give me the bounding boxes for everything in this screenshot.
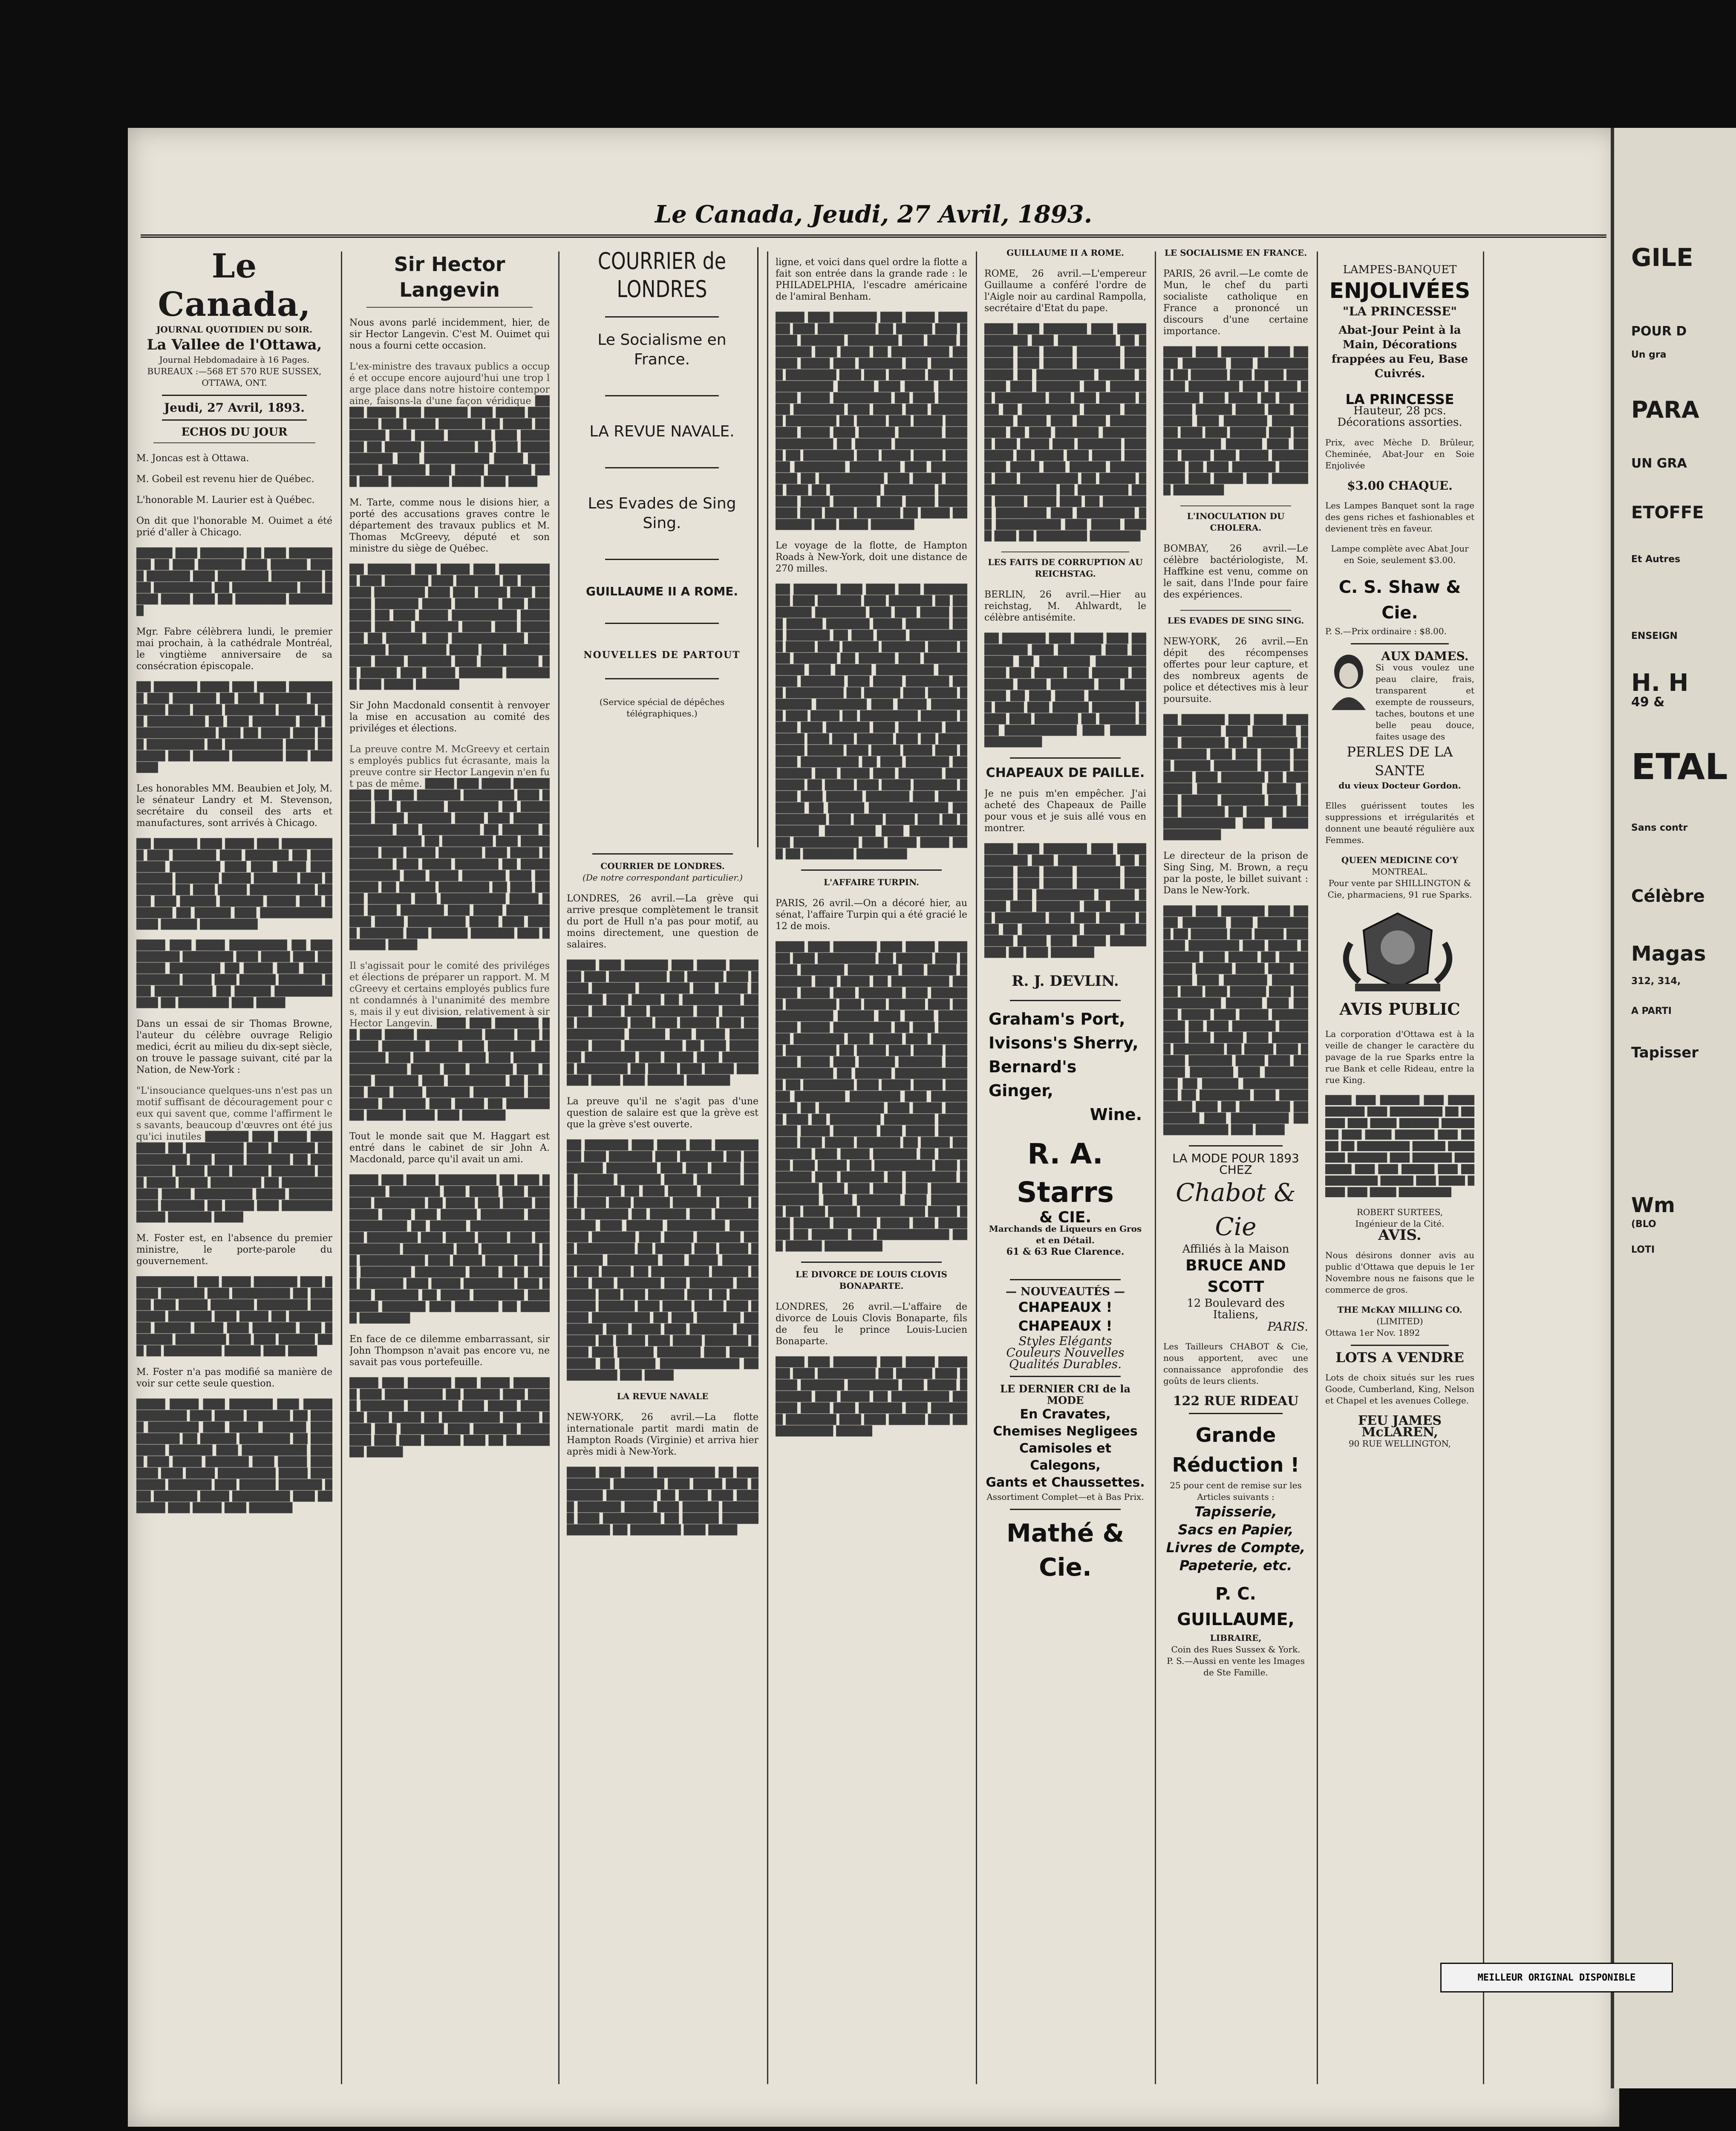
chapeaux-ad-line: Qualités Durables. — [1009, 1357, 1122, 1371]
article-paragraph: Je ne puis m'en empêcher. J'ai acheté des Chapeaux de Paille pour vous et je suis allé vous en montrer. — [984, 788, 1146, 834]
divider — [801, 869, 942, 871]
paris-line: PARIS. — [1267, 1320, 1308, 1334]
chapeaux-ad-line: Styles Elégants — [1018, 1334, 1112, 1348]
wellington-line: 90 RUE WELLINGTON, — [1348, 1438, 1451, 1449]
reduction-item: Tapisserie, — [1194, 1504, 1277, 1520]
subhead: (Service spécial de dépêches télégraphiques.) — [599, 697, 725, 719]
illegible-text: ████ ███ ██████ ███ ████ ██████ ███ ████████ ██ █████ ███ ████ ██████ ███████ ███ ████ ██████ ███ ████ ██ ████████ █████ ████ ███ ██████ ███ ██████ ███████ ███ ███ █████ ███ ██ ████████ █████ ███ ████ ████ ███ ████ ████████ — [1325, 1095, 1474, 1197]
illegible-text: ████ ███ ██████ ███ ████ ██████ ███ ████████ ██ █████ ███ ████ ██████ ███████ ███ ████ ██████ ███ ████ ██ ████████ █████ ████ ███ ██████ ███ ██████ ███████ ███ ███ █████ ███ ██ ████████ █████ ███ ████ ████ ███ ████ ████████ ██ ███ ██████ — [984, 844, 1146, 958]
section-heading: ECHOS DU JOUR — [181, 426, 288, 439]
subhead: L'INOCULATION DU CHOLERA. — [1187, 511, 1285, 533]
adjacent-page-fragment: H. H — [1631, 669, 1689, 697]
divider — [1010, 1509, 1121, 1510]
archive-stamp: MEILLEUR ORIGINAL DISPONIBLE — [1440, 1963, 1673, 1992]
column-news-6 — [1163, 247, 1308, 2093]
article-paragraph: BERLIN, 26 avril.—Hier au reichstag, M. Ahlwardt, le célèbre antisémite. — [984, 589, 1146, 623]
column-rule — [1317, 251, 1318, 2084]
starrs-ad-desc: Marchands de Liqueurs en Gros et en Détail. — [989, 1224, 1142, 1245]
princesse-heading: LA PRINCESSE — [1345, 391, 1454, 407]
adjacent-page-fragment: ENSEIGN — [1631, 631, 1678, 641]
column-masthead — [136, 247, 332, 2093]
lampes-text: Les Lampes Banquet sont la rage des gens riches et fashionables et devienent très en faveur. — [1325, 500, 1474, 534]
issue-date: Jeudi, 27 Avril, 1893. — [164, 401, 305, 415]
masthead-subtitle: JOURNAL QUOTIDIEN DU SOIR. — [156, 324, 313, 335]
masthead-weekly: Journal Hebdomadaire à 16 Pages. — [159, 355, 310, 365]
divider — [1189, 1413, 1283, 1414]
mckay-limited: (LIMITED) — [1376, 1316, 1423, 1326]
price-line: $3.00 CHAQUE. — [1347, 479, 1453, 493]
divider — [1351, 1345, 1449, 1346]
illegible-text: ██ ██████ ████ ███ ████ ███████ ███ ██████ ██ ███ ██████ ███████ ███ ████ ███████ █████ ███ ████████ ██ ███ ██████ ███ ████████████ ███ ██ ████ ███ ███ ████████ ██ ████████ ████ ██████ ███ █████ ███████ ███ ██████ — [136, 682, 332, 773]
subhead: (De notre correspondant particulier.) — [583, 872, 743, 883]
assortiment-note: Assortiment Complet—et à Bas Prix. — [986, 1492, 1144, 1502]
illegible-text: ████ ███ ██████ ███ ████ ██████ ███ ████████ ██ █████ ███ ████ ██████ ███████ ███ ████ ██████ ███ ████ ██ ████████ █████ ████ ███ ██████ ███ ██████ ███████ ███ ███ █████ ███ ██ ████████ █████ — [776, 1357, 967, 1437]
princesse-quote: "LA PRINCESSE" — [1342, 304, 1457, 318]
boulevard-line: 12 Boulevard des Italiens, — [1187, 1297, 1285, 1321]
article-title: COURRIER de LONDRES — [598, 248, 726, 303]
ps-line: P. S.—Prix ordinaire : $8.00. — [1325, 626, 1447, 636]
gordon-line: du vieux Docteur Gordon. — [1338, 780, 1461, 791]
bruce-scott: BRUCE AND SCOTT — [1185, 1257, 1286, 1296]
coin-line: Coin des Rues Sussex & York. — [1171, 1644, 1301, 1655]
adjacent-page-fragment: Magas — [1631, 942, 1706, 966]
adjacent-page-fragment: A PARTI — [1631, 1006, 1672, 1016]
adjacent-page-fragment: ETAL — [1631, 746, 1728, 788]
devlin-signature: R. J. DEVLIN. — [1012, 973, 1119, 990]
lampes-heading: LAMPES-BANQUET — [1343, 263, 1457, 276]
illegible-text: ████ ███ ██████ ███ ████ ██████ ███ ████████ ██ █████ ███ ████ ██████ ███████ ███ ████ ██████ ███ ████ ██ ████████ █████ ████ ███ ██████ ███ ██████ ███████ ███ ███ █████ ███ ██ ████████ █████ ███ ████ ████ ███ ████ ████████ ██ ███ ██████ ███████ ███ ████ ███ ██████ ███████ ██ ████ ███ ████ ██████ ████ ███ █████ ██████ ███ ████████ ██ █████ ███████████ ██ ███████ ███ ████ ████ ███ ██ ███████ ███████ ███ ████████ ██ █████████ ███ ████ ████ ███ ██ ███████ ███████ — [984, 324, 1146, 542]
masthead-bureaux: BUREAUX :—568 ET 570 RUE SUSSEX, — [147, 366, 322, 376]
news-item: M. Foster n'a pas modifié sa manière de voir sur cette seule question. — [136, 1367, 332, 1389]
subhead: Les Evades de Sing Sing. — [588, 495, 736, 532]
reduction-item: Livres de Compte, — [1166, 1539, 1306, 1556]
rideau-address: 122 RUE RIDEAU — [1173, 1394, 1299, 1409]
subhead: LE SOCIALISME EN FRANCE. — [1164, 248, 1307, 258]
news-item: Les honorables MM. Beaubien et Joly, M. le sénateur Landry et M. Stevenson, secrétaire du conseil des arts et manufactures, sont arrivés à Chicago. — [136, 783, 332, 829]
wine-ad-line: Graham's Port, — [989, 1010, 1125, 1028]
divider — [1180, 505, 1291, 506]
column-langevin — [349, 247, 550, 2093]
adjacent-page-fragment: GILE — [1631, 243, 1693, 272]
avis-public-heading: AVIS PUBLIC — [1339, 999, 1460, 1019]
signature-line: ROBERT SURTEES, — [1356, 1207, 1443, 1217]
divider — [162, 419, 307, 421]
illegible-text: Il s'agissait pour le comité des priviléges et élections de préparer un rapport. M. McGreevy et certains employés publics furent condamnés à l'unanimité des membres, mais il y eut division, relativement à sir Hector Langevin. ████ ███ ██████ ██ ███ ████ █████████ ████ ███ █████ ██████ ████ ███ ██████ ██ █████ ███ ██████████ ███ █████ ████████ ████ ███ ██████ ███ ████ ██████ ███ ████████ ██ █████ ███ ████ ██████ ███████ ███ ████ ██████ ███ ████ ██ ████████ █████ ████ ███ ██████ — [349, 961, 550, 1121]
adjacent-page-fragment: Célèbre — [1631, 886, 1705, 906]
tailleurs-text: Les Tailleurs CHABOT & Cie, nous apportent, avec une connaissance approfondie des goûts de leurs clients. — [1163, 1341, 1308, 1386]
lots-text: Lots de choix situés sur les rues Goode, Cumberland, King, Nelson et Chapel et les avenues College. — [1325, 1372, 1474, 1406]
subhead: L'AFFAIRE TURPIN. — [824, 877, 919, 887]
illegible-text: ████ ███ ████ ████████ ██ ███ ██████ ███████ ███ ████ ███ ██████ ███████ ██ ████ ███ ████ ██████ ████ ███ █████ ██████ ███ ████████ ██ █████ ███████████ ██ ███████ ███ ████ ████ ███ ██ ███████ ███████ ███ ████████ ██ █████████ ███ ████ ████ ███ ██ ███████ ███████ ████ ███ ████ ██████ ███ ████ ███████ ███ ████ ██████ ██ ████ ███████ ███ ████ ██████ ███ ██████ ██ █████ ███████ — [349, 1175, 550, 1324]
dernier-cri-line: Camisoles et Calegons, — [1019, 1441, 1111, 1473]
reduction-note: 25 pour cent de remise sur les Articles suivants : — [1170, 1480, 1302, 1502]
adjacent-page-fragment: PARA — [1631, 396, 1699, 423]
mckay-name: THE McKAY MILLING CO. — [1337, 1305, 1462, 1315]
masthead-title: Le Canada, — [158, 247, 311, 324]
avis-text: Nous désirons donner avis au public d'Ottawa que depuis le 1er Novembre nous ne faisons que le commerce de gros. — [1325, 1250, 1474, 1295]
article-paragraph: Sir John Macdonald consentit à renvoyer la mise en accusation au comité des priviléges et élections. — [349, 700, 550, 734]
libraire-line: LIBRAIRE, — [1210, 1633, 1262, 1643]
mathe-ad-title: Mathé & Cie. — [1006, 1519, 1124, 1582]
avis-heading: AVIS. — [1378, 1227, 1422, 1244]
guillaume-name: P. C. GUILLAUME, — [1177, 1584, 1295, 1629]
column-courrier — [567, 247, 758, 2093]
adjacent-page-fragment: (BLO — [1631, 1219, 1656, 1230]
wine-ad-line: Wine. — [1090, 1105, 1142, 1124]
chapeaux-ad-line: Couleurs Nouvelles — [1006, 1346, 1125, 1360]
divider — [366, 307, 533, 308]
illegible-text: ██ ██████ ███ ████ ███ ████████ ███ ██████ ███ ██████ ██ ███████ ███████ ███ ███ ████ ███ █████ ██████ ████ ██████ ███ ██████ ██ ███ ████ █████████ ████ ███ █████ ██████ ████ ███ ██████ ██ █████ ███ ██████████ ███ █████ ████████ — [1163, 715, 1308, 840]
divider — [1010, 1000, 1121, 1001]
adjacent-page-fragment: Tapisser — [1631, 1044, 1699, 1061]
dernier-cri-line: Gants et Chaussettes. — [986, 1475, 1145, 1490]
illegible-text: L'ex-ministre des travaux publics a occupé et occupe encore aujourd'hui une trop large place dans notre histoire contemporaine, faisons-la d'une façon véridique ████ ████ ███ ██████ ███ ████ ███████ ███ ████ ██████ ██ ████ ███████ ███ ████ ██████ ███ ██████ ██ █████ ███████ ██ ███ ████ ██████ ███ █████████ ████ ███ ████ ██████ ███ ████ ██████ ███ ████ ████████ ████ ███ ████ — [349, 361, 550, 487]
article-paragraph: Tout le monde sait que M. Haggart est entré dans le cabinet de sir John A. Macdonald, parce qu'il avait un ami. — [349, 1131, 550, 1165]
divider — [1180, 610, 1291, 611]
queen-name: QUEEN MEDICINE CO'Y — [1341, 855, 1459, 865]
illegible-text: ██ ██████ ███ ████ ███ ████████ ███ ██████ ███ ██████ ██ ███████ ███████ ███ ███ ████ ███ █████ ██████ ████ ██████ ███ ██████ ██ ███ ████ █████████ ████ ███ █████ ██████ ████ ███ ██████ ██ █████ ███ ██████████ ███ █████ ████████ — [984, 633, 1146, 748]
article-paragraph: LONDRES, 26 avril.—La grève qui arrive presque complètement le transit du port de Hull n'a pas pour motif, au moins directement, une question de salaires. — [567, 893, 758, 950]
illegible-text: ██ ██████ ███ ████ ███ ████████ ███ ██████ ███ ██████ ██ ███████ ███████ ███ ███ ████ ███ █████ ██████ ████ ██████ ███ ██████ ██ ███ ████ █████████ ████ ███ █████ ██████ ████ ███ ██████ ██ █████ ███ ██████████ ███ █████ ████████ — [136, 839, 332, 930]
illegible-text: ████████ ███ ████ ██████ ███ ████ ██████ ███ ████████ ██ █████ ███ ████ ██████ ███████ ███ ████ ██████ ███ ████ ██ ████████ █████ ████ ███ ██████ ███ ██████ ███████ ███ ███ █████ ███ ██ ████████ █████ ███ ████ — [136, 1277, 332, 1357]
illegible-text: ██ ██████ ███ ████ ███ ████████ ███ ██████ ███ ██████ ██ ███████ ███████ ███ ███ ████ ███ █████ ██████ ████ ██████ ███ ██████ ██ ███ ████ █████████ ████ ███ █████ ██████ ████ ███ ██████ ██ █████ ███ ██████████ ███ █████ ████████ ████ ███ ██████ ███ ████ ██████ ███ ████████ ██ █████ ███ ████ ██████ ███████ ███ ████ ██████ ███ ████ ██ ████████ █████ ████ ███ ██████ ███ ██████ ███████ ███ ███ █████ ███ ██ ████████ █████ ███ ████ ████ ███ ████ ████████ ██ ███ ██████ ███████ ███ ████ ███ ██████ ███████ ██ ████ ███ ████ ██████ ████ ███ █████ ██████ ███ ████████ ██ █████ ███████████ ██ ███████ ███ ████ — [567, 1140, 758, 1381]
subhead: LA REVUE NAVALE. — [589, 423, 735, 440]
lampe-complete-line: Lampe complète avec Abat Jour en Soie, seulement $3.00. — [1331, 543, 1469, 565]
illegible-text: ████ ███ ██████ ███ ████ ██████ ███ ████████ ██ █████ ███ ████ ██████ ███████ ███ ████ ██████ ███ ████ ██ ████████ █████ ████ ███ ██████ ███ ██████ ███████ ███ ███ █████ ███ ██ ████████ █████ ███ ████ ████ ███ ████ ████████ ██ ███ ██████ ███████ ███ ████ ███ ██████ ███████ ██ ████ ███ ████ ██████ ████ ███ █████ ██████ ███ ████████ ██ █████ ███████████ ██ ███████ ███ ████ ████ ███ ██ ███████ ███████ ███ ████████ ██ █████████ ███ ████ ████ ███ ██ ███████ ███████ ████ ███ ████ ██████ ███ ████ ███████ ███ ████ ██████ ██ ████ ███████ ███ ████ ██████ — [776, 312, 967, 530]
starrs-ad-address: 61 & 63 Rue Clarence. — [1006, 1246, 1125, 1257]
vente-line: Pour vente par SHILLINGTON & Cie, pharmaciens, 91 rue Sparks. — [1327, 878, 1472, 900]
mode-ad-title: LA MODE POUR 1893 CHEZ — [1172, 1151, 1299, 1177]
subhead: COURRIER DE LONDRES. — [600, 861, 725, 871]
avis-public-text: La corporation d'Ottawa est à la veille de changer le caractère du pavage de la rue Sparks entre la rue Bank et celle Rideau, entre la rue King. — [1325, 1029, 1474, 1085]
news-item: Mgr. Fabre célèbrera lundi, le premier mai prochain, à la cathédrale Montréal, le vingtième anniversaire de sa consécration épiscopale. — [136, 627, 332, 672]
ps-line: P. S.—Aussi en vente les Images de Ste Famille. — [1167, 1656, 1305, 1678]
adjacent-page-fragment: Sans contr — [1631, 823, 1688, 833]
illegible-text: "L'insouciance quelques-uns n'est pas un motif suffisant de découragement pour ceux qui savent que, comme l'affirment les savants, beaucoup d'œuvres ont été jusqu'ici inutiles ██████ ███ ████ ███████ ██ ████████ ███ ██████ ██ ███████ ███ ████ ██████ ██ ████████ ████ ███ █████ ██████ ███ ████ ████ ███████ ██ ███████ ███ ████ ████████ ████ ██████ ███ ██████ ██ ████ ███ ███████ ████ ██████ ████ — [136, 1086, 332, 1223]
adjacent-page-fragment: Wm — [1631, 1193, 1675, 1217]
news-item: On dit que l'honorable M. Ouimet a été prié d'aller à Chicago. — [136, 516, 332, 538]
adjacent-page-fragment: UN GRA — [1631, 456, 1687, 471]
article-paragraph: ROME, 26 avril.—L'empereur Guillaume a conféré l'ordre de l'Aigle noir au cardinal Rampolla, secrétaire d'Etat du pape. — [984, 269, 1146, 314]
article-title: Sir Hector Langevin — [394, 253, 505, 301]
signature-title: Ingénieur de la Cité. — [1355, 1219, 1445, 1229]
article-paragraph: Le directeur de la prison de Sing Sing, M. Brown, a reçu par la poste, le billet suivant : Dans le New-York. — [1163, 851, 1308, 896]
adjacent-page-fragment: Un gra — [1631, 349, 1667, 360]
chabot-logo: Chabot & Cie — [1176, 1178, 1296, 1241]
article-paragraph: En face de ce dilemme embarrassant, sir John Thompson n'avait pas encore vu, ne savait pas vous portefeuille. — [349, 1334, 550, 1368]
abat-jour-text: Abat-Jour Peint à la Main, Décorations frappées au Feu, Base Cuivrés. — [1331, 324, 1468, 380]
mckay-date: Ottawa 1er Nov. 1892 — [1325, 1328, 1420, 1338]
column-rule — [558, 251, 559, 2084]
divider — [1010, 757, 1121, 759]
illegible-text: ████ ███ ██████ ███ ████ ██████ ███ ████████ ██ █████ ███ ████ ██████ ███████ ███ ████ ██████ ███ ████ ██ ████████ █████ ████ ███ ██████ ███ ██████ ███████ ███ ███ █████ ███ ██ ████████ █████ — [349, 1378, 550, 1458]
divider — [605, 316, 719, 318]
column-rule — [767, 251, 768, 2084]
illegible-text: La preuve contre M. McGreevy et certains employés publics fut écrasante, mais la preuve contre sir Hector Langevin n'en fut pas de même. ████ ███ ████ ████████ ██ ███ ██████ ███████ ███ ████ ███ ██████ ███████ ██ ████ ███ ████ ██████ ████ ███ █████ ██████ ███ ████████ ██ █████ ███████████ ██ ███████ ███ ████ ████ ███ ████ ██████ ███ ████ ███████ ███ ████ ██████ ██ ████ ███████ ███ ████ ██████ ███ ██████ ██ █████ ███████ ██ ███ ████ ██████ ███ █████████ ████ ███ ████ ██████ ███ ████ ██████ ███ ████ ████████ ████ ███ ████ ██████ ███ █████ ██████ ███ ██████ ████ — [349, 744, 550, 950]
column-rule — [341, 251, 342, 2084]
ottawa-coat-of-arms-icon — [1325, 905, 1470, 994]
header-rule — [141, 234, 1606, 238]
illegible-text: █████ ███ ██████ ██ ███ ████████ ██ ███ ██████ ███ █████ ████ ██████ ███ ███████ ███████ ███ ████████ ██ █████████ ███ ████ ████ ███ ██ ███████ ███████ — [136, 548, 332, 616]
dernier-cri-line: Chemises Negligees — [993, 1424, 1138, 1439]
subhead: CHAPEAUX DE PAILLE. — [986, 765, 1145, 780]
column-news-5 — [984, 247, 1146, 2093]
reduction-item: Papeterie, etc. — [1179, 1557, 1292, 1574]
prix-text: Prix, avec Mèche D. Brûleur, Cheminée, Abat-Jour en Soie Enjolivée — [1325, 437, 1474, 471]
article-paragraph: PARIS, 26 avril.—On a décoré hier, au sénat, l'affaire Turpin qui a été gracié le 12 de mois. — [776, 898, 967, 932]
illegible-text: ████ ████ ███ ██████ ███ ████ ███████ ███ ████ ██████ ██ ████ ███████ ███ ████ ██████ ███ ██████ ██ █████ ███████ ██ ███ ████ ██████ ███ █████████ ████ ███ ████ ██████ ███ ████ ██████ ███ ████ ████████ ████ ███ ████ ██████ ███ █████ ██████ ███ ██████ ████ ████████ ███ ██████ ███ ████ ███ ██████ — [136, 1399, 332, 1513]
divider — [605, 623, 719, 624]
adjacent-page-fragment: POUR D — [1631, 324, 1687, 339]
masthead-city: OTTAWA, ONT. — [202, 378, 267, 388]
article-paragraph: Nous avons parlé incidemment, hier, de sir Hector Langevin. C'est M. Ouimet qui nous a fourni cette occasion. — [349, 318, 550, 351]
illegible-text: ████ ███ ████ ████████ ██ ███ ██████ ███████ ███ ████ ███ ██████ ███████ ██ ████ ███ ████ ██████ ████ ███ █████ ██████ ███ ████████ ██ █████ ███████████ ██ ███████ ███ ████ — [136, 940, 332, 1008]
perles-heading: PERLES DE LA SANTE — [1347, 744, 1453, 779]
divider — [801, 1262, 942, 1263]
column-rule — [976, 251, 977, 2084]
lots-heading: LOTS A VENDRE — [1335, 1349, 1464, 1366]
reduction-title: Grande Réduction ! — [1172, 1424, 1300, 1476]
wine-ad-line: Ivisons's Sherry, — [989, 1034, 1139, 1052]
article-paragraph: ligne, et voici dans quel ordre la flotte a fait son entrée dans la grande rade : le PHILADELPHIA, l'escadre américaine de l'amiral Benham. — [776, 257, 967, 302]
article-paragraph: PARIS, 26 avril.—Le comte de Mun, le chef du parti socialiste catholique en France a prononcé un discours d'une certaine importance. — [1163, 269, 1308, 337]
article-paragraph: La preuve qu'il ne s'agit pas d'une question de salaire est que la grève est que la grève s'est ouverte. — [567, 1096, 758, 1130]
divider — [605, 678, 719, 679]
starrs-ad-title: R. A. Starrs — [1016, 1138, 1114, 1209]
subhead: LE DIVORCE DE LOUIS CLOVIS BONAPARTE. — [796, 1269, 947, 1291]
divider — [592, 853, 733, 855]
divider — [1010, 1376, 1121, 1377]
lady-portrait-icon — [1325, 650, 1372, 710]
article-paragraph: NEW-YORK, 26 avril.—En dépit des récompenses offertes pour leur capture, et des nombreux agents de police et détectives mis à leur poursuite. — [1163, 636, 1308, 705]
illegible-text: ████ ███ ██████ ███ ████ ██████ ███ ████████ ██ █████ ███ ████ ██████ ███████ ███ ████ ██████ ███ ████ ██ ████████ █████ ████ ███ ██████ ███ ██████ ███████ ███ ███ █████ ███ ██ ████████ █████ ███ ████ ████ ███ ████ ████████ ██ ███ ██████ ███████ ███ ████ ███ ██████ ███████ ██ ████ ███ ████ ██████ ████ ███ █████ ██████ ███ ████████ ██ █████ ███████████ ██ ███████ ███ ████ ████ ███ ██ ███████ ███████ ███ ████████ ██ █████████ ███ ████ ████ ███ ██ ███████ ███████ ████ ███ ████ ██████ ███ ████ ███████ ███ ████ ██████ ██ ████ ███████ ███ ████ ██████ ██ ██████ ███ ████ ███ ████████ ███ ██████ ███ ██████ ██ ███████ ███████ ███ ███ ████ ███ █████ ██████ ████ ██████ ███ ██████ ██ ███ ████ █████████ ████ ███ █████ ██████ ████ ███ ██████ ██ █████ ███ ██████████ ███ █████ ████████ — [776, 942, 967, 1252]
news-item: M. Joncas est à Ottawa. — [136, 453, 249, 464]
decorations-line: Décorations assorties. — [1337, 416, 1462, 429]
illegible-text: ████ ███ ██████ ███ ████ ██████ ███ ████████ ██ █████ ███ ████ ██████ ███████ ███ ████ ██████ ███ ████ ██ ████████ █████ ████ ███ ██████ ███ ██████ ███████ ███ ███ █████ ███ ██ ████████ █████ ███ ████ ████ ███ ████ ████████ ██ ███ ██████ ███████ ███ ████ ███ ██████ ███████ ██ ████ ███ ████ ██████ ████ ███ █████ ██████ — [567, 960, 758, 1086]
subhead: NOUVELLES DE PARTOUT — [583, 650, 741, 661]
dernier-cri-line: En Cravates, — [1020, 1407, 1111, 1422]
divider — [605, 559, 719, 560]
illegible-text: ██ ██████ ███ ████ ███ ████████ ███ ██████ ███ ██████ ██ ███████ ███████ ███ ███ ████ ███ █████ ██████ ████ ██████ ███ ██████ ██ ███ ████ █████████ ████ ███ █████ ██████ ████ ███ ██████ ██ █████ ███ ██████████ ███ █████ ████████ ████ ███ ██████ ███ ████ ██████ ███ ████████ ██ █████ ███ ████ ██████ ███████ ███ ████ ██████ ███ ████ ██ ████████ █████ ████ ███ ██████ ███ ██████ ███████ ███ ███ █████ ███ ██ ████████ █████ ███ ████ ████ ███ ████ ████████ ██ ███ ██████ ███████ ███ ████ ███ ██████ ███████ ██ ████ ███ ████ ██████ ████ ███ █████ ██████ ███ ████████ ██ █████ ███████████ ██ ███████ ███ ████ ████ ███ ██ ███████ ███████ ███ ████████ ██ █████████ ███ ████ ████ ███ ██ ███████ ███████ — [776, 584, 967, 860]
adjacent-page-fragment: ETOFFE — [1631, 503, 1704, 523]
illegible-text: ████ ███ ████ ████████ ██ ███ ██████ ███████ ███ ████ ███ ██████ ███████ ██ ████ ███ ████ ██████ ████ ███ █████ ██████ ███ ████████ ██ █████ ███████████ ██ ███████ ███ ████ — [567, 1467, 758, 1536]
divider — [162, 395, 307, 396]
subhead: LES EVADES DE SING SING. — [1167, 615, 1304, 626]
starrs-ad-cie: & CIE. — [1039, 1209, 1091, 1226]
adjacent-page-edge — [1611, 128, 1736, 2088]
affilies-line: Affiliés à la Maison — [1182, 1243, 1289, 1256]
news-item: Dans un essai de sir Thomas Browne, l'auteur du célèbre ouvrage Religio medici, écrit au milieu du dix-sept siècle, on trouve le passage suivant, cité par la Nation, de New-York : — [136, 1019, 332, 1075]
subhead: GUILLAUME II A ROME. — [585, 584, 738, 598]
column-rule — [1483, 251, 1484, 2084]
column-ads — [1325, 247, 1474, 2093]
shaw-name: C. S. Shaw & Cie. — [1338, 578, 1461, 623]
article-paragraph: M. Tarte, comme nous le disions hier, a porté des accusations graves contre le département des travaux publics et M. Thomas McGreevy, député et son ministre du siège de Québec. — [349, 497, 550, 554]
perles-text: Elles guérissent toutes les suppressions et irrégularités et donnent une beauté régulière aux Femmes. — [1325, 800, 1474, 845]
article-paragraph: Le voyage de la flotte, de Hampton Roads à New-York, doit une distance de 270 milles. — [776, 540, 967, 574]
subhead: GUILLAUME II A ROME. — [1006, 248, 1124, 258]
subhead: LES FAITS DE CORRUPTION AU REICHSTAG. — [988, 557, 1143, 579]
article-paragraph: BOMBAY, 26 avril.—Le célèbre bactériologiste, M. Haffkine est venu, comme on le sait, dans l'Inde pour faire des expériences. — [1163, 543, 1308, 600]
subhead: LA REVUE NAVALE — [617, 1391, 709, 1401]
article-paragraph: LONDRES, 26 avril.—L'affaire de divorce de Louis Clovis Bonaparte, fils de feu le prince Louis-Lucien Bonaparte. — [776, 1302, 967, 1347]
enjolivees-heading: ENJOLIVÉES — [1329, 278, 1471, 303]
mclaren-name: FEU JAMES McLAREN, — [1358, 1413, 1442, 1440]
illegible-text: ████ ███ ██████ ███ ████ ██████ ███ ████████ ██ █████ ███ ████ ██████ ███████ ███ ████ ██████ ███ ████ ██ ████████ █████ ████ ███ ██████ ███ ██████ ███████ ███ ███ █████ ███ ██ ████████ █████ ███ ████ ████ ███ ████ ████████ ██ ███ ██████ ███████ ███ ████ ███ ██████ ███████ — [1163, 347, 1308, 496]
divider — [1189, 1145, 1283, 1146]
divider — [605, 467, 719, 468]
aux-dames-heading: AUX DAMES. — [1381, 649, 1469, 663]
divider — [605, 395, 719, 396]
hauteur-line: Hauteur, 28 pcs. — [1353, 404, 1446, 417]
column-news-4 — [776, 247, 967, 2093]
adjacent-page-fragment: Et Autres — [1631, 554, 1681, 565]
divider — [1010, 1279, 1121, 1280]
illegible-text: ██ ██████ ███ ████ ███ ████████ ███ ██████ ███ ██████ ██ ███████ ███████ ███ ███ ████ ███ █████ ██████ ████ ██████ ███ ██████ ██ ███ ████ █████████ ████ ███ █████ ██████ ████ ███ ██████ ██ █████ ███ ██████████ ███ █████ ████████ ████ ███ ██████ ███ ████ ██████ ███ ████████ ██ █████ ███ ████ ██████ ███████ ███ ████ ██████ — [349, 564, 550, 690]
divider — [1351, 643, 1449, 644]
wine-ad-line: Bernard's Ginger, — [989, 1057, 1077, 1100]
montreal-line: MONTREAL. — [1372, 866, 1428, 877]
column-rule — [1155, 251, 1156, 2084]
subhead: Le Socialisme en France. — [597, 331, 727, 368]
adjacent-page-fragment: 49 & — [1631, 695, 1665, 710]
news-item: M. Foster est, en l'absence du premier ministre, le porte-parole du gouvernement. — [136, 1233, 332, 1267]
article-paragraph: NEW-YORK, 26 avril.—La flotte internationale partit mardi matin de Hampton Roads (Virginie) et arriva hier après midi à New-York. — [567, 1412, 758, 1457]
illegible-text: ████ ███ ██████ ███ ████ ██████ ███ ████████ ██ █████ ███ ████ ██████ ███████ ███ ████ ██████ ███ ████ ██ ████████ █████ ████ ███ ██████ ███ ██████ ███████ ███ ███ █████ ███ ██ ████████ █████ ███ ████ ████ ███ ████ ████████ ██ ███ ██████ ███████ ███ ████ ███ ██████ ███████ ██ ████ ███ ████ ██████ ████ ███ █████ ██████ ███ ████████ ██ █████ ███████████ ██ ███████ ███ ████ ████ ███ ██ ███████ ███████ ███ ████████ ██ █████████ ███ ████ — [1163, 906, 1308, 1135]
aux-dames-text: Si vous voulez une peau claire, frais, transparent et exempte de rousseurs, taches, boutons et une belle peau douce, faites usage des — [1376, 662, 1474, 742]
chapeaux-ad: CHAPEAUX ! CHAPEAUX ! — [1018, 1299, 1113, 1334]
news-item: L'honorable M. Laurier est à Québec. — [136, 495, 315, 505]
reduction-item: Sacs en Papier, — [1178, 1522, 1294, 1538]
divider — [153, 442, 315, 443]
masthead-tagline: La Vallee de l'Ottawa, — [147, 336, 322, 353]
newspaper-page — [128, 128, 1619, 2127]
nouveautes-heading: — NOUVEAUTÉS — — [1006, 1285, 1125, 1298]
running-head: Le Canada, Jeudi, 27 Avril, 1893. — [655, 200, 1093, 228]
adjacent-page-fragment: 312, 314, — [1631, 976, 1681, 987]
news-item: M. Gobeil est revenu hier de Québec. — [136, 474, 314, 485]
dernier-cri-heading: LE DERNIER CRI de la MODE — [1000, 1383, 1131, 1406]
adjacent-page-fragment: LOTI — [1631, 1245, 1655, 1255]
